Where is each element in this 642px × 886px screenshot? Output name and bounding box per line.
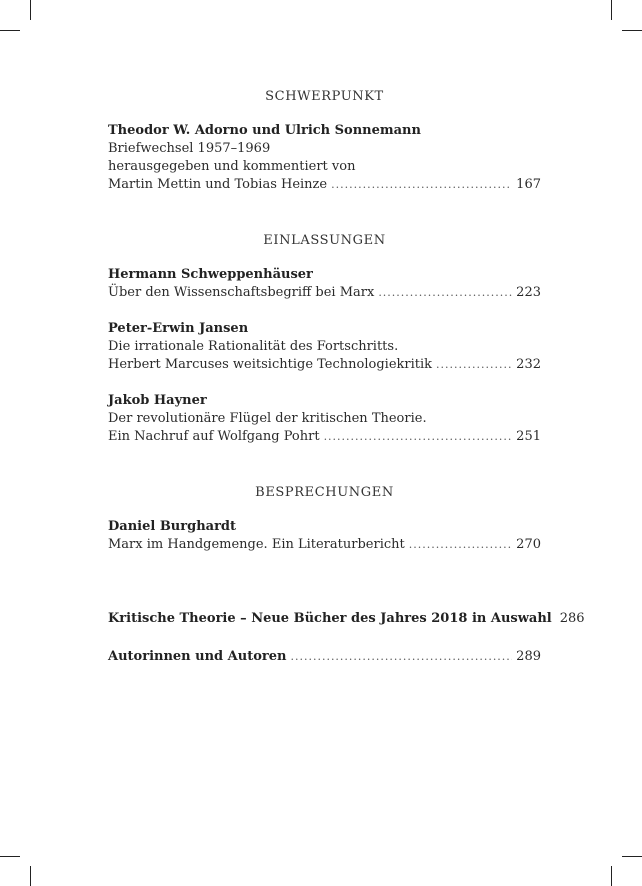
- toc-entry-burghardt[interactable]: [108, 518, 541, 554]
- toc-entry-adorno-sonnemann[interactable]: [108, 122, 541, 194]
- entry-title-line: Martin Mettin und Tobias Heinze: [108, 177, 328, 192]
- toc-entry-hayner[interactable]: [108, 392, 541, 446]
- page-number: 270: [516, 537, 541, 552]
- entry-title-line: Herbert Marcuses weitsichtige Technologiekritik: [108, 357, 433, 372]
- toc-entry-autorinnen[interactable]: [108, 648, 541, 666]
- section-heading-schwerpunkt: SCHWERPUNKT: [265, 89, 384, 104]
- entry-page-line: [108, 428, 541, 446]
- page-number: 251: [516, 429, 541, 444]
- entry-page-line: [108, 176, 541, 194]
- toc-entry-jansen[interactable]: [108, 320, 541, 374]
- entry-author: Daniel Burghardt: [108, 519, 237, 534]
- page-number: 232: [516, 357, 541, 372]
- entry-author: Hermann Schweppenhäuser: [108, 267, 313, 282]
- entry-author: Jakob Hayner: [108, 393, 207, 408]
- entry-author: Peter-Erwin Jansen: [108, 321, 249, 336]
- entry-title-line: Über den Wissenschaftsbegriff bei Marx: [108, 285, 375, 300]
- entry-page-line: [108, 284, 541, 302]
- toc-entry-neue-buecher[interactable]: [108, 610, 585, 628]
- crop-mark-bottom-right-h: [622, 856, 642, 857]
- dot-leader: [436, 356, 512, 374]
- dot-leader: [378, 284, 512, 302]
- page-number: 286: [559, 611, 585, 626]
- crop-mark-bottom-left-h: [0, 856, 20, 857]
- crop-mark-top-right-h: [622, 30, 642, 31]
- entry-title-line: Autorinnen und Autoren: [108, 649, 287, 664]
- crop-mark-top-right-v: [611, 0, 612, 20]
- entry-title-line: Ein Nachruf auf Wolfgang Pohrt: [108, 429, 320, 444]
- section-heading-einlassungen: EINLASSUNGEN: [263, 233, 386, 248]
- entry-page-line: [108, 536, 541, 554]
- page-number: 289: [516, 649, 541, 664]
- entry-title-line: Die irrationale Rationalität des Fortschritts.: [108, 339, 399, 354]
- crop-mark-top-left-h: [0, 30, 20, 31]
- entry-page-line: [108, 610, 585, 628]
- page-number: 223: [516, 285, 541, 300]
- dot-leader: [331, 176, 512, 194]
- dot-leader: [324, 428, 513, 446]
- entry-title-line: Briefwechsel 1957–1969: [108, 141, 271, 156]
- entry-page-line: [108, 356, 541, 374]
- dot-leader: [290, 648, 512, 666]
- toc-entry-schweppenhaeuser[interactable]: [108, 266, 541, 302]
- crop-mark-bottom-right-v: [611, 866, 612, 886]
- entry-title-line: Marx im Handgemenge. Ein Literaturbericht: [108, 537, 405, 552]
- page-number: 167: [516, 177, 541, 192]
- crop-mark-bottom-left-v: [30, 866, 31, 886]
- entry-title-line: Der revolutionäre Flügel der kritischen Theorie.: [108, 411, 427, 426]
- entry-page-line: [108, 648, 541, 666]
- section-heading-besprechungen: BESPRECHUNGEN: [255, 485, 394, 500]
- crop-mark-top-left-v: [30, 0, 31, 20]
- dot-leader: [409, 536, 512, 554]
- entry-title-line: herausgegeben und kommentiert von: [108, 159, 356, 174]
- entry-author: Theodor W. Adorno und Ulrich Sonnemann: [108, 123, 421, 138]
- entry-title-line: Kritische Theorie – Neue Bücher des Jahres 2018 in Auswahl: [108, 611, 552, 626]
